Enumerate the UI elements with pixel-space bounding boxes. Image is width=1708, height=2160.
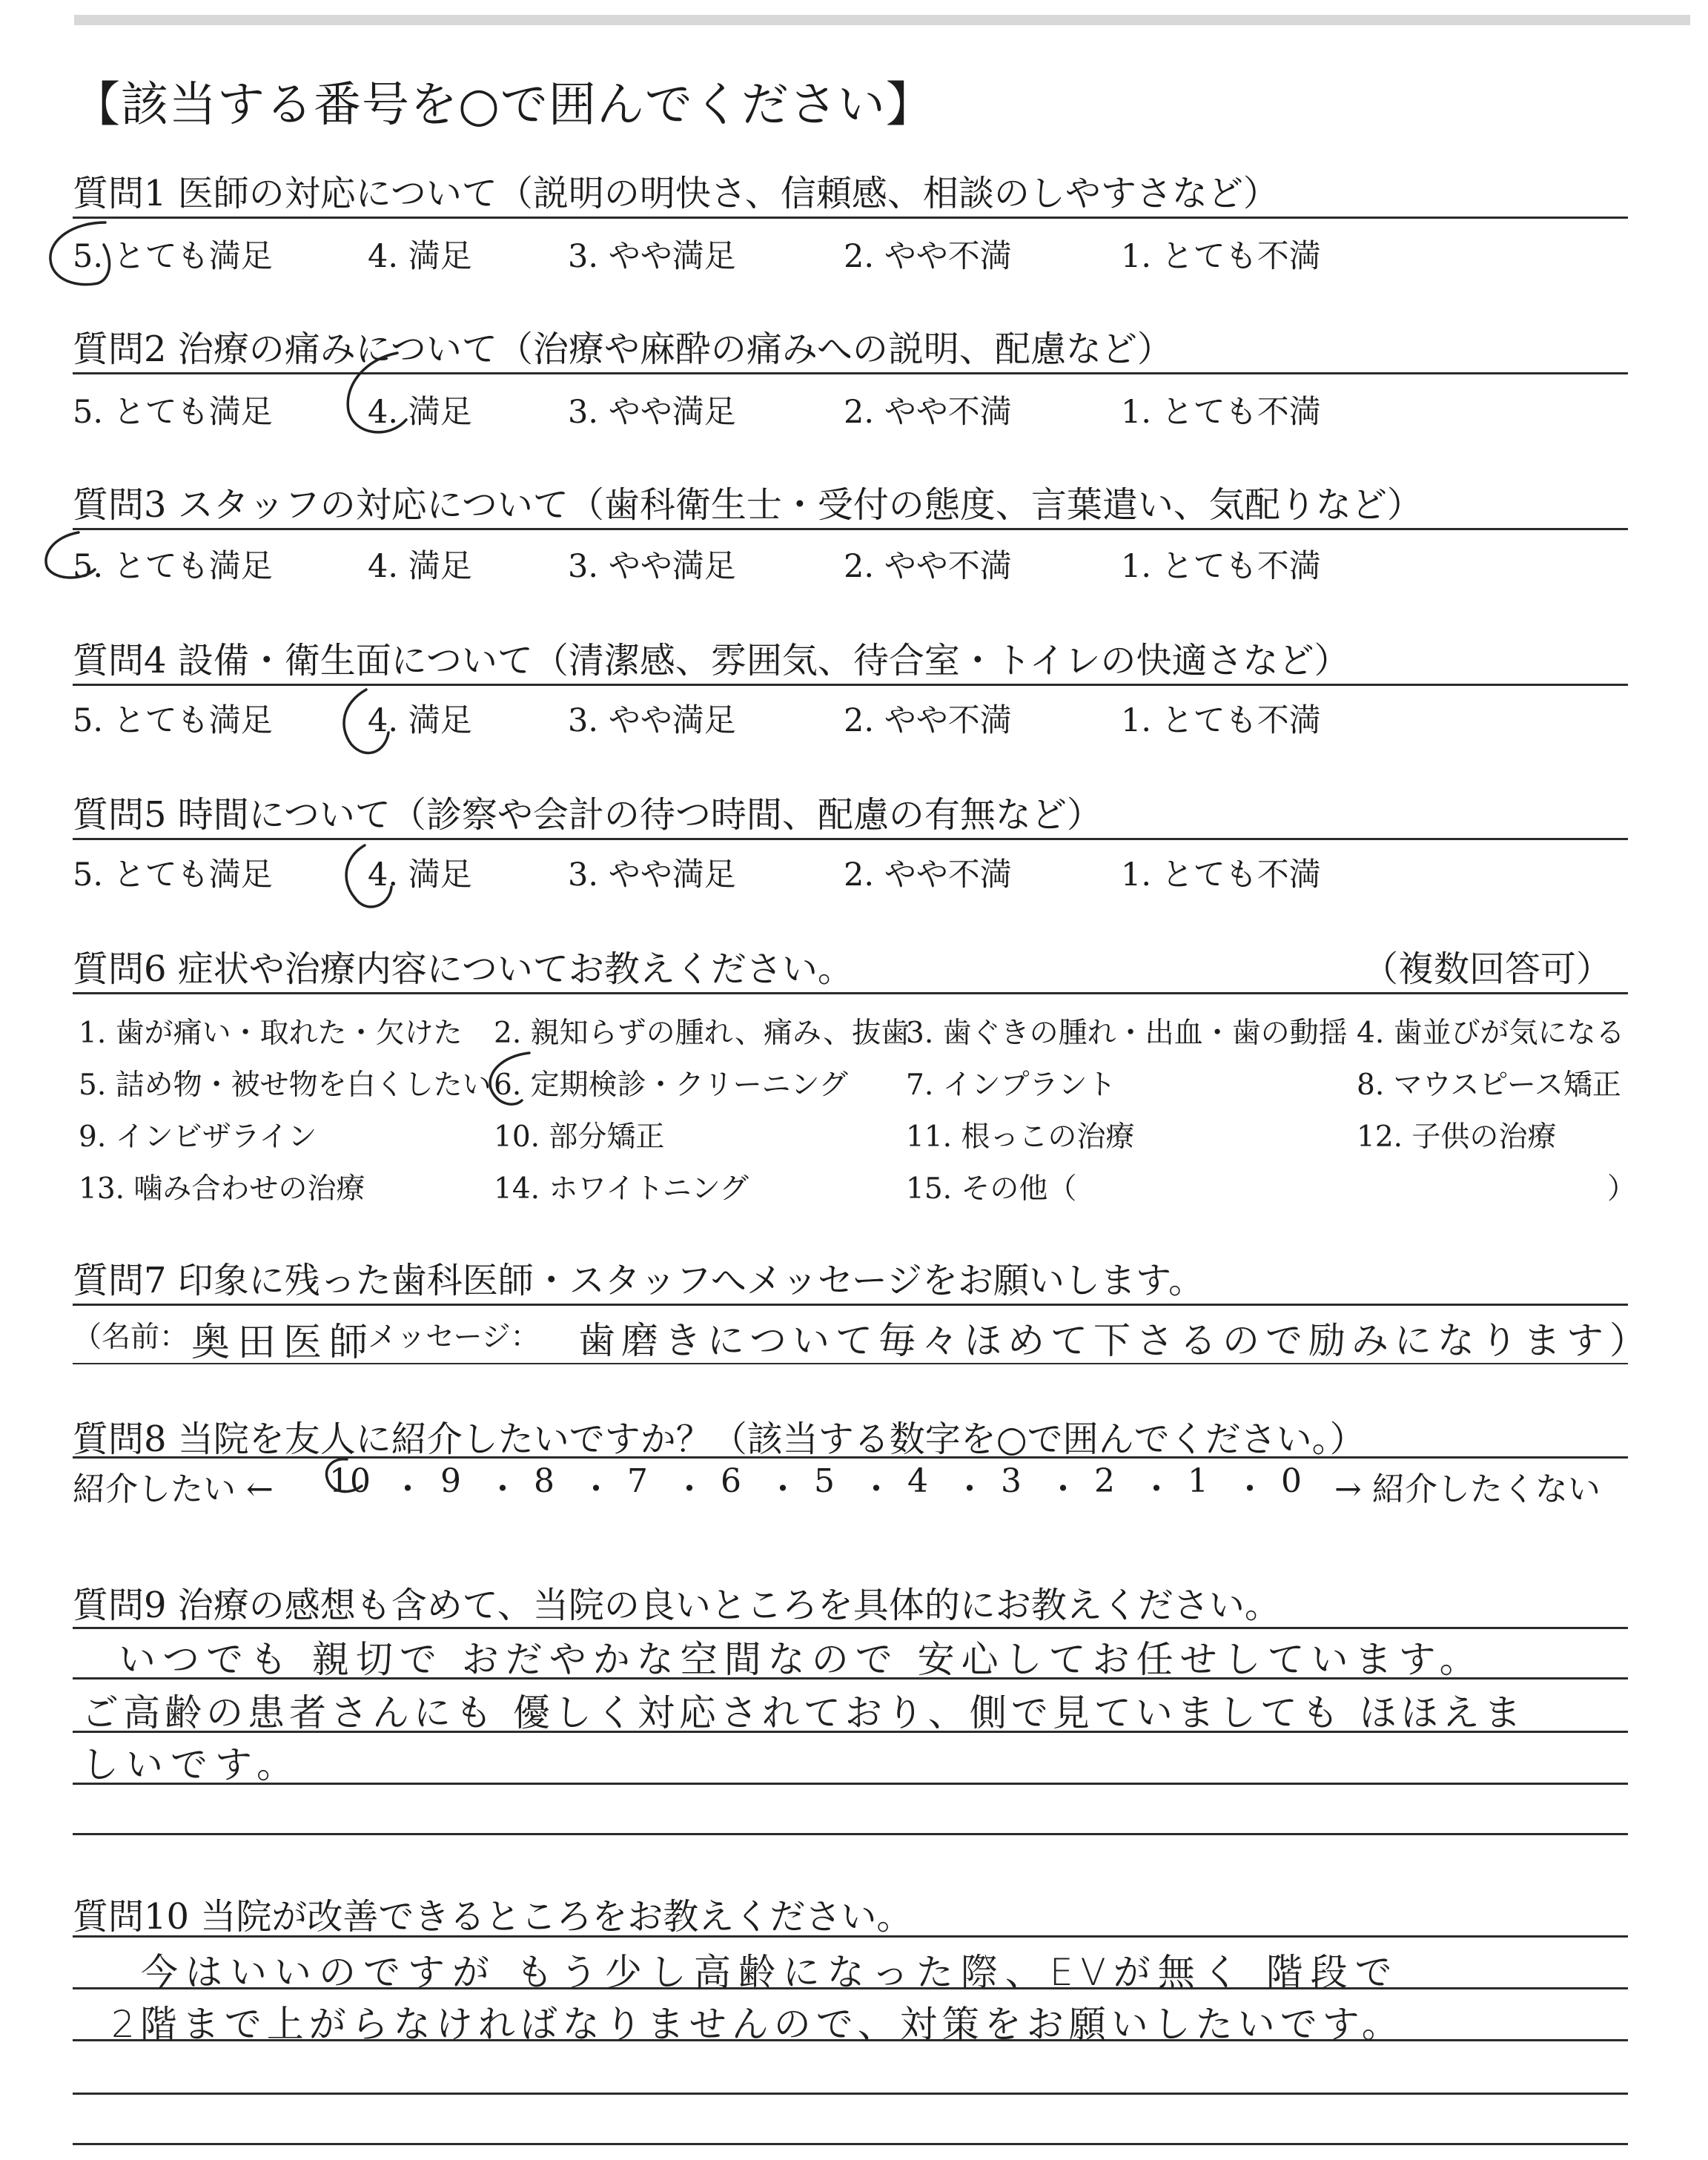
q5-option-2[interactable]: 2. やや不満	[844, 856, 1012, 894]
scale-separator: ・	[953, 1470, 986, 1508]
q2-option-1[interactable]: 1. とても不満	[1121, 394, 1321, 431]
q4-selected-circle	[344, 690, 388, 753]
scale-6[interactable]: 6	[721, 1462, 741, 1500]
q3-selected-circle	[46, 532, 95, 578]
question-8-title: 質問8 当院を友人に紹介したいですか？（該当する数字を○で囲んでください。）	[73, 1418, 1366, 1460]
q4-option-1[interactable]: 1. とても不満	[1121, 702, 1321, 739]
q6-option-6[interactable]: 6. 定期検診・クリーニング	[494, 1069, 848, 1102]
q9-answer-line-3: しいです。	[82, 1743, 301, 1786]
scale-0[interactable]: 0	[1281, 1462, 1302, 1500]
question-2-title: 質問2 治療の痛みについて（治療や麻酔の痛みへの説明、配慮など）	[73, 328, 1173, 370]
q10-answer-line-2: 2階まで上がらなければなりませんので、対策をお願いしたいです。	[111, 2003, 1404, 2046]
q10-answer-line-1: 今はいいのですが もう少し高齢になった際、EVが無く 階段で	[141, 1951, 1400, 1994]
scale-separator: ・	[767, 1470, 799, 1508]
recommend-right-label: → 紹介したくない	[1334, 1470, 1601, 1508]
q2-option-4[interactable]: 4. 満足	[368, 394, 472, 431]
q6-selected-circle	[490, 1053, 529, 1104]
q5-option-3[interactable]: 3. やや満足	[568, 856, 736, 894]
q1-option-3[interactable]: 3. やや満足	[568, 238, 736, 275]
recommend-left-label: 紹介したい ←	[73, 1470, 274, 1508]
scale-2[interactable]: 2	[1094, 1462, 1115, 1500]
q6-option-12[interactable]: 12. 子供の治療	[1357, 1120, 1557, 1154]
q6-option-8[interactable]: 8. マウスピース矯正	[1357, 1069, 1621, 1102]
q6-option-3[interactable]: 3. 歯ぐきの腫れ・出血・歯の動揺	[906, 1017, 1348, 1050]
scale-separator: ・	[580, 1470, 612, 1508]
question-9-title: 質問9 治療の感想も含めて、当院の良いところを具体的にお教えください。	[73, 1585, 1280, 1626]
q6-option-10[interactable]: 10. 部分矯正	[494, 1120, 665, 1154]
scale-separator: ・	[486, 1470, 519, 1508]
question-3-title: 質問3 スタッフの対応について（歯科衛生士・受付の態度、言葉遣い、気配りなど）	[73, 484, 1423, 526]
scale-4[interactable]: 4	[907, 1462, 928, 1500]
question-6-title: 質問6 症状や治療内容についてお教えください。	[73, 948, 853, 990]
q6-other-close-paren: ）	[1607, 1172, 1637, 1206]
q6-option-9[interactable]: 9. インビザライン	[79, 1120, 317, 1154]
q3-option-5[interactable]: 5. とても満足	[73, 548, 273, 585]
question-1-title: 質問1 医師の対応について（説明の明快さ、信頼感、相談のしやすさなど）	[73, 173, 1279, 214]
scale-separator: ・	[1047, 1470, 1079, 1508]
scale-separator: ・	[860, 1470, 893, 1508]
scale-3[interactable]: 3	[1001, 1462, 1022, 1500]
q6-option-7[interactable]: 7. インプラント	[906, 1069, 1116, 1102]
q1-option-2[interactable]: 2. やや不満	[844, 238, 1012, 275]
scale-7[interactable]: 7	[627, 1462, 648, 1500]
q3-option-1[interactable]: 1. とても不満	[1121, 548, 1321, 585]
q6-option-11[interactable]: 11. 根っこの治療	[906, 1120, 1135, 1154]
q4-option-4[interactable]: 4. 満足	[368, 702, 472, 739]
scale-9[interactable]: 9	[440, 1462, 461, 1500]
page-heading: 【該当する番号を○で囲んでください】	[73, 78, 934, 133]
q7-message-handwritten: 歯磨きについて毎々ほめて下さるので励みになります）	[578, 1319, 1652, 1362]
q6-option-14[interactable]: 14. ホワイトニング	[494, 1172, 749, 1206]
q2-option-5[interactable]: 5. とても満足	[73, 394, 273, 431]
multiple-answers-note: （複数回答可）	[1363, 948, 1612, 990]
scale-10[interactable]: 10	[329, 1462, 371, 1500]
q2-option-2[interactable]: 2. やや不満	[844, 394, 1012, 431]
question-7-title: 質問7 印象に残った歯科医師・スタッフへメッセージをお願いします。	[73, 1260, 1205, 1301]
question-10-title: 質問10 当院が改善できるところをお教えください。	[73, 1896, 913, 1938]
q6-option-4[interactable]: 4. 歯並びが気になる	[1357, 1017, 1625, 1050]
q6-option-15[interactable]: 15. その他（	[906, 1172, 1077, 1206]
q1-option-5[interactable]: 5. とても満足	[73, 238, 273, 275]
q3-option-3[interactable]: 3. やや満足	[568, 548, 736, 585]
scale-1[interactable]: 1	[1188, 1462, 1208, 1500]
scale-5[interactable]: 5	[814, 1462, 835, 1500]
q5-option-4[interactable]: 4. 満足	[368, 856, 472, 894]
question-5-title: 質問5 時間について（診察や会計の待つ時間、配慮の有無など）	[73, 794, 1102, 836]
q1-option-1[interactable]: 1. とても不満	[1121, 238, 1321, 275]
q4-option-5[interactable]: 5. とても満足	[73, 702, 273, 739]
scale-separator: ・	[673, 1470, 706, 1508]
scale-separator: ・	[391, 1470, 424, 1508]
q6-option-1[interactable]: 1. 歯が痛い・取れた・欠けた	[79, 1017, 463, 1050]
q1-selected-circle	[50, 222, 110, 285]
q9-answer-line-2: ご高齢の患者さんにも 優しく対応されており、側で見ていましても ほほえま	[82, 1691, 1526, 1734]
q1-option-4[interactable]: 4. 満足	[368, 238, 472, 275]
q5-selected-circle	[346, 845, 391, 907]
q7-name-label: （名前：	[73, 1321, 189, 1354]
q6-option-5[interactable]: 5. 詰め物・被せ物を白くしたい	[79, 1069, 491, 1102]
q5-option-1[interactable]: 1. とても不満	[1121, 856, 1321, 894]
q4-option-3[interactable]: 3. やや満足	[568, 702, 736, 739]
q6-option-2[interactable]: 2. 親知らずの腫れ、痛み、抜歯	[494, 1017, 910, 1050]
question-4-title: 質問4 設備・衛生面について（清潔感、雰囲気、待合室・トイレの快適さなど）	[73, 640, 1350, 681]
scale-8[interactable]: 8	[534, 1462, 555, 1500]
q9-answer-line-1: いつでも 親切で おだやかな空間なので 安心してお任せしています。	[119, 1638, 1483, 1681]
q4-option-2[interactable]: 2. やや不満	[844, 702, 1012, 739]
q3-option-2[interactable]: 2. やや不満	[844, 548, 1012, 585]
q7-message-label: メッセージ：	[368, 1321, 540, 1354]
q5-option-5[interactable]: 5. とても満足	[73, 856, 273, 894]
q6-option-13[interactable]: 13. 噛み合わせの治療	[79, 1172, 365, 1206]
q8-selected-circle	[326, 1459, 362, 1492]
q3-option-4[interactable]: 4. 満足	[368, 548, 472, 585]
q2-selected-circle	[348, 353, 406, 432]
q2-option-3[interactable]: 3. やや満足	[568, 394, 736, 431]
scale-separator: ・	[1234, 1470, 1266, 1508]
q7-name-handwritten: 奥田医師	[191, 1321, 376, 1365]
scale-separator: ・	[1140, 1470, 1173, 1508]
